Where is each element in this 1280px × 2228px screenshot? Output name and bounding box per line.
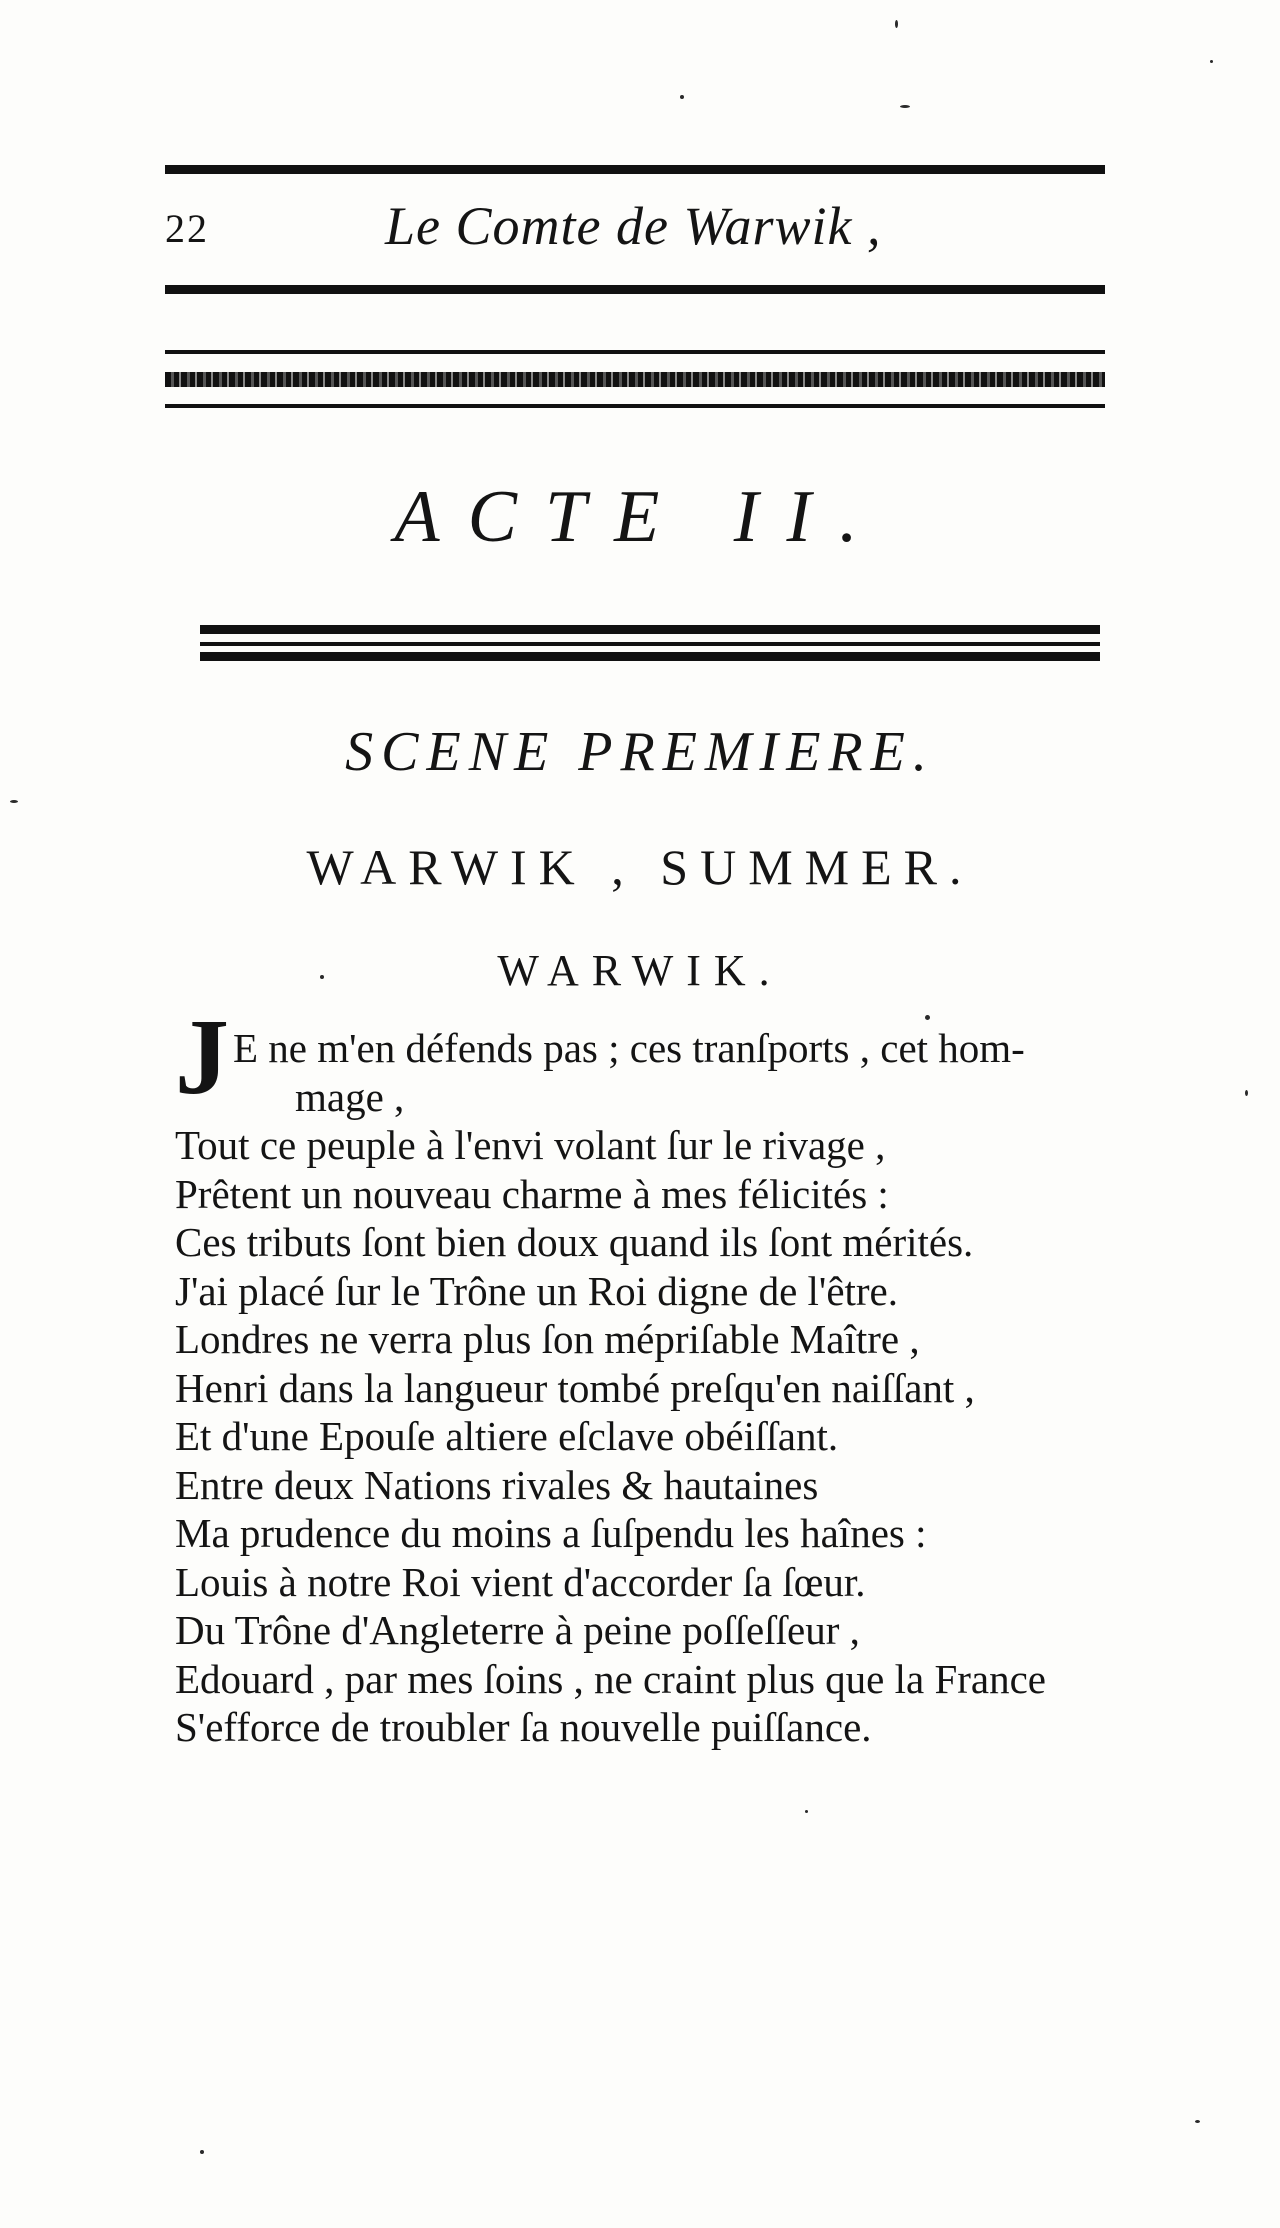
verse-line: Louis à notre Roi vient d'accorder ſa ſœur. [175, 1558, 866, 1605]
verse-line: Tout ce peuple à l'envi volant ſur le rivage , [175, 1122, 886, 1168]
ornament-band [165, 372, 1105, 387]
header-rule-top [165, 165, 1105, 174]
ink-speck [10, 800, 18, 803]
verse-line: Ces tributs ſont bien doux quand ils ſont mérités. [175, 1219, 974, 1265]
scene-heading: SCENE PREMIERE. [345, 721, 935, 783]
verse-line: mage , [295, 1073, 405, 1120]
verse-line: E ne m'en défends pas ; ces tranſports , cet hom- [233, 1025, 1025, 1071]
act-rule-lower [200, 652, 1100, 661]
page-number: 22 [165, 206, 209, 251]
ink-speck [680, 95, 684, 99]
verse-line: Prêtent un nouveau charme à mes félicités : [175, 1170, 889, 1217]
ornament-rule-upper [165, 350, 1105, 354]
ink-speck [1210, 60, 1213, 63]
verse-line: Henri dans la langueur tombé preſqu'en naiſſant , [175, 1364, 975, 1411]
ink-speck [900, 105, 910, 108]
ink-speck [805, 1810, 808, 1813]
verse-block [175, 998, 1155, 1752]
ink-speck [200, 2150, 204, 2154]
verse-line: Du Trône d'Angleterre à peine poſſeſſeur , [175, 1607, 860, 1653]
verse-line: Londres ne verra plus ſon mépriſable Maître , [175, 1316, 920, 1362]
ornament-rule-lower [165, 404, 1105, 408]
act-rule-upper [200, 625, 1100, 634]
ink-speck [1245, 1090, 1248, 1096]
act-rule-middle [200, 642, 1100, 646]
ink-speck [895, 20, 898, 28]
verse-line: Edouard , par mes ſoins , ne craint plus que la France [175, 1655, 1046, 1702]
verse-line: J'ai placé ſur le Trône un Roi digne de l'être. [175, 1267, 899, 1314]
verse-line: Ma prudence du moins a ſuſpendu les haînes : [175, 1510, 927, 1556]
drop-cap: J [175, 998, 229, 1117]
act-heading: ACTE II. [394, 476, 886, 558]
scene-characters: WARWIK , SUMMER. [306, 839, 974, 895]
ink-speck [1195, 2120, 1200, 2123]
running-title: Le Comte de Warwik , [385, 196, 882, 256]
verse-line: Et d'une Epouſe altiere eſclave obéiſſant. [175, 1413, 839, 1459]
verse-line: S'efforce de troubler ſa nouvelle puiſſance. [175, 1704, 872, 1750]
verse-line: Entre deux Nations rivales & hautaines [175, 1461, 819, 1508]
speaker-name: WARWIK. [497, 946, 783, 995]
header-rule-bottom [165, 285, 1105, 294]
